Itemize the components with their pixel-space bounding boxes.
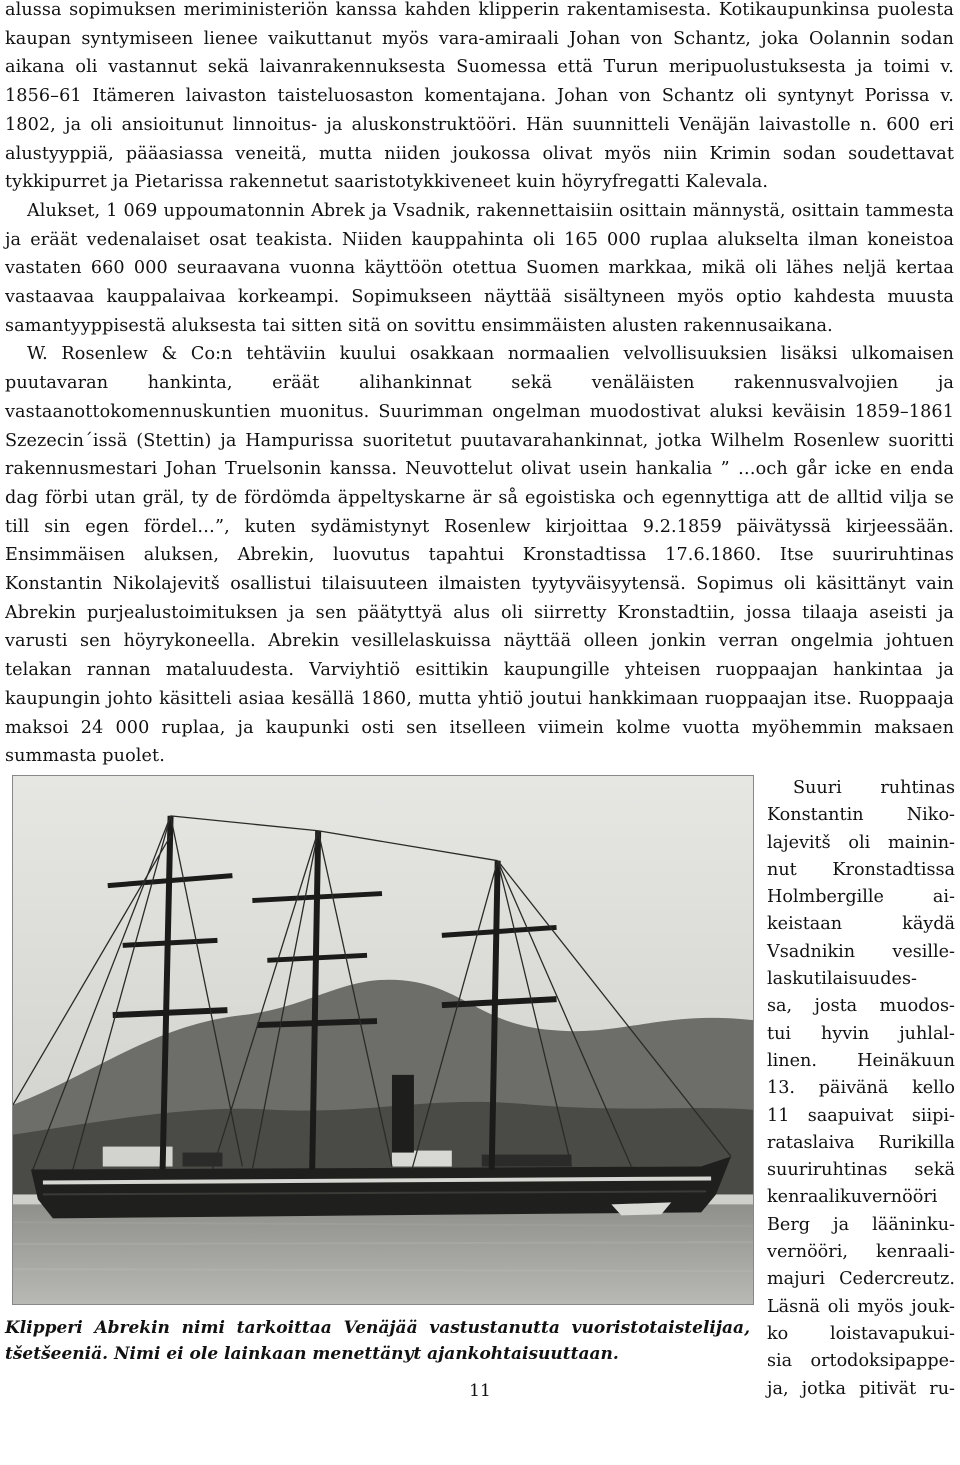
ship-photo: [12, 775, 754, 1305]
side-line: Läsnä oli myös jouk-: [767, 1296, 955, 1317]
side-line: sa, josta muodos-: [767, 996, 955, 1017]
side-line: Vsadnikin vesille-: [767, 941, 955, 962]
figure-section: [5, 775, 954, 1465]
side-line: suuriruhtinas sekä: [767, 1160, 955, 1181]
side-line: majuri Cedercreutz.: [767, 1269, 955, 1290]
side-line: 11 saapuivat siipi-: [767, 1105, 955, 1126]
paragraph-3: W. Rosenlew & Co:n tehtäviin kuului osakkaan normaalien velvollisuuksien lisäksi ulkomaisen puutavaran hankinta, eräät alihankinnat sekä venäläisten rakennusvalvojien ja vastaanottokomennuskuntien muonitus. Suurimman ongelman muodostivat aluksi keväisin 1859–1861 Szezecin´issä (Stettin) ja Hampurissa suoritetut puutavarahankinnat, jotka Wilhelm Rosenlew suoritti rakennusmestari Johan Truelsonin kanssa. Neuvottelut olivat usein hankalia ” …och går icke en enda dag förbi utan gräl, ty de fördömda äppeltyskarne är så egoistiska och egennyttiga att de alltid vilja se till sin egen fördel…”, kuten sydämistynyt Rosenlew kirjoittaa 9.2.1859 päivätyssä kirjeessään. Ensimmäisen aluksen, Abrekin, luovutus tapahtui Kronstadtissa 17.6.1860. Itse suuriruhtinas Konstantin Nikolajevitš osallistui tilaisuuteen ilmaisten tyytyväisyytensä. Sopimus oli käsittänyt vain Abrekin purjealustoimituksen ja sen päätyttyä alus oli siirretty Kronstadtiin, jossa tilaaja aseisti ja varusti sen höyrykoneella. Abrekin vesillelaskuissa näyttää olleen jonkin verran ongelmia johtuen telakan rannan mataluudesta. Varviyhtiö esittikin kaupungille yhteisen ruoppaajan hankintaa ja kaupungin johto käsitteli asiaa kesällä 1860, mutta yhtiö joutui hankkimaan ruoppaajan itse. Ruoppaaja maksoi 24 000 ruplaa, ja kaupunki osti sen itselleen viimein kolme vuotta myöhemmin maksaen summasta puolet.: [5, 344, 954, 767]
clipper-ship-illustration: [13, 776, 753, 1304]
side-line: 13. päivänä kello: [767, 1078, 955, 1099]
side-line: laskutilaisuudes-: [767, 969, 917, 990]
side-line: Konstantin Niko-: [767, 805, 955, 826]
photo-caption: Klipperi Abrekin nimi tarkoittaa Venäjää vastustanutta vuoristotaistelijaa, tšetšeeniä. Nimi ei ole lainkaan menettänyt ajankohtaisuuttaan.: [5, 1317, 750, 1364]
side-line: kenraalikuvernööri: [767, 1187, 938, 1208]
side-column-text: [767, 775, 955, 1403]
side-line: Berg ja lääninku-: [767, 1214, 955, 1235]
side-line: Suuri ruhtinas: [793, 777, 955, 798]
side-line: rataslaiva Rurikilla: [767, 1132, 955, 1153]
side-line: tui hyvin juhlal-: [767, 1023, 955, 1044]
paragraph-1: alussa sopimuksen meriministeriön kanssa kahden klipperin rakentamisesta. Kotikaupunkinsa puolesta kaupan syntymiseen lienee vaikuttanut myös vara-amiraali Johan von Schantz, joka Oolannin sodan aikana oli vastannut sekä laivanrakennuksesta Suomessa että Turun meripuolustuksesta ja toimi v. 1856–61 Itämeren laivaston taisteluosaston komentajana. Johan von Schantz oli syntynyt Porissa v. 1802, ja oli ansioitunut linnoitus- ja aluskonstruktööri. Hän suunnitteli Venäjän laivastolle n. 600 eri alustyyppiä, pääasiassa veneitä, mutta niiden joukossa olivat myös niin Krimin sodan soudettavat tykkipurret ja Pietarissa rakennetut saaristotykkiveneet kuin höyryfregatti Kalevala.: [5, 0, 954, 193]
side-line: ja, jotka pitivät ru-: [767, 1378, 955, 1399]
main-text: [5, 0, 954, 771]
side-line: vernööri, kenraali-: [767, 1242, 955, 1263]
side-line: Holmbergille ai-: [767, 887, 955, 908]
page-number: 11: [469, 1381, 491, 1401]
side-line: nut Kronstadtissa: [767, 859, 955, 880]
side-line: lajevitš oli mainin-: [767, 832, 955, 853]
paragraph-2: Alukset, 1 069 uppoumatonnin Abrek ja Vsadnik, rakennettaisiin osittain männystä, osittain tammesta ja eräät vedenalaiset osat teakista. Niiden kauppahinta oli 165 000 ruplaa alukselta ilman koneistoa vastaten 660 000 seuraavana vuonna käyttöön otettua Suomen markkaa, mikä oli lähes neljä kertaa vastaavaa kauppalaivaa korkeampi. Sopimukseen näyttää sisältyneen myös optio kahdesta muusta samantyyppisestä aluksesta tai sitten sitä on sovittu ensimmäisten alusten rakennusaikana.: [5, 200, 954, 336]
side-line: sia ortodoksipappe-: [767, 1351, 955, 1372]
side-line: keistaan käydä: [767, 914, 955, 935]
side-line: ko loistavapukui-: [767, 1323, 955, 1344]
side-line: linen. Heinäkuun: [767, 1050, 955, 1071]
